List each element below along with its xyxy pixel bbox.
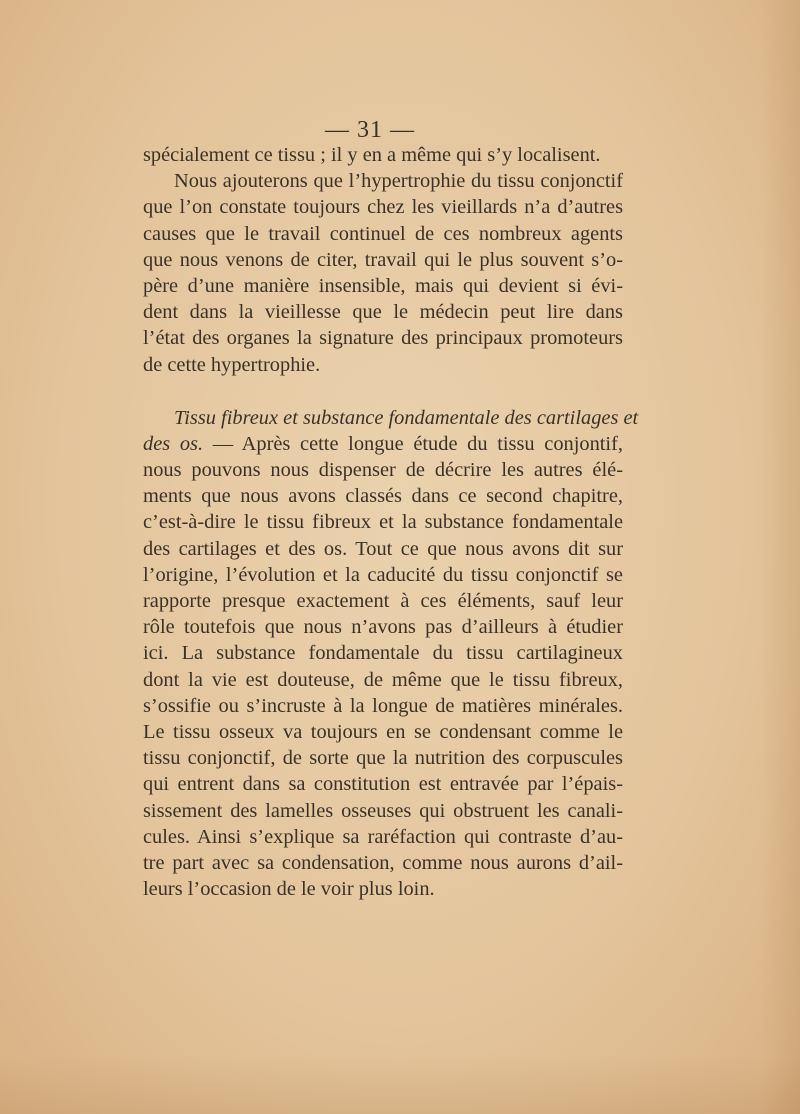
text-line: Le tissu osseux va toujours en se condensant comme le <box>143 720 623 743</box>
text-line: que l’on constate toujours chez les vieillards n’a d’autres <box>143 196 623 219</box>
page-edge-shadow <box>760 0 800 1114</box>
text-line: rôle toutefois que nous n’avons pas d’ailleurs à étudier <box>143 616 623 639</box>
text-line: c’est-à-dire le tissu fibreux et la substance fondamentale <box>143 511 623 534</box>
text-line: leurs l’occasion de le voir plus loin. <box>143 878 435 901</box>
body-text <box>143 142 639 902</box>
text-line-rest: — Après cette longue étude du tissu conjontif, <box>203 432 623 455</box>
text-line: rapporte presque exactement à ces éléments, sauf leur <box>143 590 623 612</box>
text-line: dont la vie est douteuse, de même que le tissu fibreux, <box>143 668 623 691</box>
text-line <box>143 431 623 457</box>
text-line: l’origine, l’évolution et la caducité du tissu conjonctif se <box>143 563 623 586</box>
page-number: — 31 — <box>325 117 415 143</box>
text-line: qui entrent dans sa constitution est entravée par l’épais- <box>143 773 623 796</box>
text-line: Nous ajouterons que l’hypertrophie du tissu conjonctif <box>174 170 623 193</box>
text-line: père d’une manière insensible, mais qui devient si évi- <box>143 274 623 297</box>
text-line: cules. Ainsi s’explique sa raréfaction qui contraste d’au- <box>143 825 623 848</box>
paragraph-gap <box>143 378 623 405</box>
text-line: des cartilages et des os. Tout ce que nous avons dit sur <box>143 537 623 560</box>
text-line: s’ossifie ou s’incruste à la longue de matières minérales. <box>143 694 623 717</box>
text-line: nous pouvons nous dispenser de décrire les autres élé- <box>143 459 623 482</box>
text-line: de cette hypertrophie. <box>143 353 321 376</box>
text-line: tre part avec sa condensation, comme nous aurons d’ail- <box>143 851 623 874</box>
text-line: ments que nous avons classés dans ce second chapitre, <box>143 485 623 508</box>
text-line: dent dans la vieillesse que le médecin peut lire dans <box>143 301 623 324</box>
section-heading: Tissu fibreux et substance fondamentale des cartilages et <box>174 406 639 429</box>
text-line: que nous venons de citer, travail qui le plus souvent s’o- <box>143 248 623 271</box>
page-bottom-shadow <box>0 1054 800 1114</box>
text-line: tissu conjonctif, de sorte que la nutrition des corpuscules <box>143 747 623 770</box>
text-line: spécialement ce tissu ; il y en a même qui s’y localisent. <box>143 144 601 166</box>
text-line: causes que le travail continuel de ces nombreux agents <box>143 222 623 245</box>
section-heading-end: des os. <box>143 432 204 455</box>
text-line: sissement des lamelles osseuses qui obstruent les canali- <box>143 799 623 822</box>
text-line: l’état des organes la signature des principaux promoteurs <box>143 327 623 350</box>
text-line: ici. La substance fondamentale du tissu cartilagineux <box>143 642 623 665</box>
